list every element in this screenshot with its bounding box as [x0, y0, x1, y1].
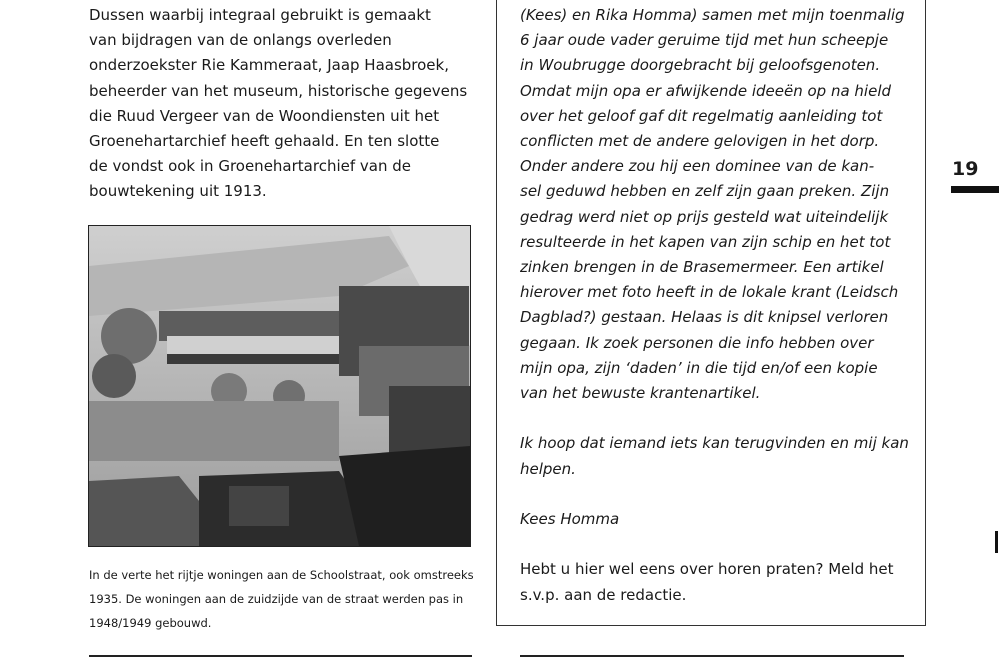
right-column-text	[520, 3, 920, 608]
text-line: zinken brengen in de Brasemermeer. Een artikel	[520, 258, 884, 277]
text-line: Ik hoop dat iemand iets kan terugvinden en mij kan	[520, 434, 909, 453]
text-line: van bijdragen van de onlangs overleden	[89, 31, 392, 50]
left-column-text	[89, 3, 469, 205]
text-line: in Woubrugge doorgebracht bij geloofsgenoten.	[520, 56, 881, 75]
caption-line: 1935. De woningen aan de zuidzijde van de straat werden pas in	[89, 592, 464, 606]
text-line: Omdat mijn opa er afwijkende ideeën op na hield	[520, 81, 892, 100]
text-line: over het geloof gaf dit regelmatig aanleiding tot	[520, 106, 883, 125]
photo-caption	[89, 563, 474, 635]
page-number: 19	[952, 158, 979, 180]
text-line: beheerder van het museum, historische gegevens	[89, 81, 468, 100]
text-line: Groenehartarchief heeft gehaald. En ten slotte	[89, 132, 440, 151]
text-line: Dagblad?) gestaan. Helaas is dit knipsel verloren	[520, 308, 889, 327]
text-line: Onder andere zou hij een dominee van de kan-	[520, 157, 875, 176]
text-line: de vondst ook in Groenehartarchief van de	[89, 157, 411, 176]
text-line: helpen.	[520, 459, 576, 478]
closing-line: s.v.p. aan de redactie.	[520, 585, 687, 604]
historic-aerial-photo	[88, 225, 471, 547]
edge-mark	[995, 531, 998, 553]
text-line: resulteerde in het kapen van zijn schip en het tot	[520, 232, 891, 251]
bottom-rule-left	[89, 655, 472, 657]
text-line: conflicten met de andere gelovigen in het dorp.	[520, 132, 880, 151]
signature: Kees Homma	[520, 510, 620, 529]
text-line: mijn opa, zijn ‘daden’ in die tijd en/of een kopie	[520, 358, 878, 377]
text-line: 6 jaar oude vader geruime tijd met hun scheepje	[520, 31, 889, 50]
caption-line: 1948/1949 gebouwd.	[89, 616, 212, 630]
text-line: van het bewuste krantenartikel.	[520, 384, 761, 403]
text-line: gegaan. Ik zoek personen die info hebben over	[520, 333, 874, 352]
caption-line: In de verte het rijtje woningen aan de Schoolstraat, ook omstreeks	[89, 568, 474, 582]
text-line: die Ruud Vergeer van de Woondiensten uit het	[89, 106, 440, 125]
text-line: onderzoekster Rie Kammeraat, Jaap Haasbroek,	[89, 56, 449, 75]
text-line: (Kees) en Rika Homma) samen met mijn toenmalig	[520, 6, 905, 24]
text-line: gedrag werd niet op prijs gesteld wat uiteindelijk	[520, 207, 889, 226]
text-line: hierover met foto heeft in de lokale krant (Leidsch	[520, 283, 899, 302]
bottom-rule-right	[520, 655, 904, 657]
text-line: Dussen waarbij integraal gebruikt is gemaakt	[89, 6, 431, 24]
closing-line: Hebt u hier wel eens over horen praten? Meld het	[520, 560, 894, 579]
page-tab-marker	[951, 186, 999, 193]
text-line: sel geduwd hebben en zelf zijn gaan preken. Zijn	[520, 182, 890, 201]
text-line: bouwtekening uit 1913.	[89, 182, 267, 201]
